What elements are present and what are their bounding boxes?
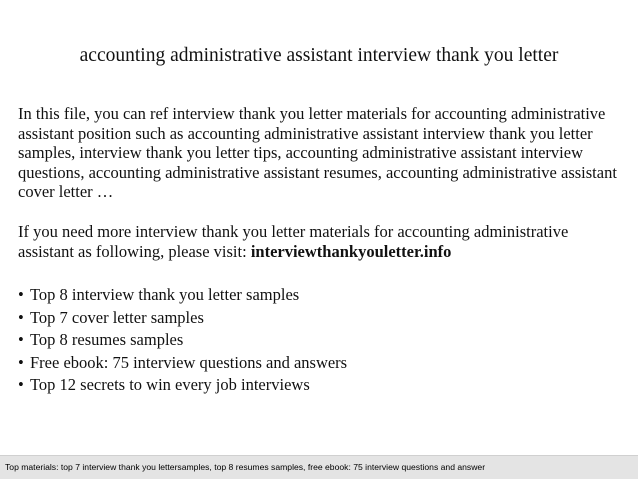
bullet-icon: •: [18, 375, 24, 395]
page-title: accounting administrative assistant interview thank you letter: [79, 45, 559, 66]
list-item: [18, 307, 618, 330]
bullet-icon: •: [18, 285, 24, 304]
bullet-icon: •: [18, 330, 24, 350]
footer-bar: Top materials: top 7 interview thank you lettersamples, top 8 resumes samples, free ebook: 75 interview questions and answer: [0, 455, 638, 479]
more-info-text-wrapper: [18, 222, 618, 261]
more-info-paragraph: [18, 222, 618, 261]
list-item-text: Free ebook: 75 interview questions and answers: [30, 352, 348, 372]
intro-paragraph: [18, 104, 618, 202]
list-item: [18, 329, 618, 352]
list-item-text: Top 8 interview thank you letter samples: [30, 285, 300, 304]
list-item-text: Top 7 cover letter samples: [30, 307, 204, 327]
bullet-icon: •: [18, 352, 24, 372]
intro-text: In this file, you can ref interview thank you letter materials for accounting administrative assistant position such as accounting administrative assistant interview thank you letter samples, interview thank you letter tips, accounting administrative assistant interview questions, accounting administrative assistant resumes, accounting administrative assistant cover letter …: [18, 104, 617, 202]
more-info-text: If you need more interview thank you letter materials for accounting administrative assistant as following, please visit:: [18, 222, 569, 261]
list-item: [18, 352, 618, 375]
bullet-list: [18, 284, 618, 397]
list-item-text: Top 12 secrets to win every job interviews: [30, 375, 310, 395]
list-item-text: Top 8 resumes samples: [30, 330, 184, 350]
list-item: [18, 284, 618, 307]
website-link[interactable]: interviewthankyouletter.info: [250, 241, 452, 261]
bullet-icon: •: [18, 307, 24, 327]
list-item: [18, 374, 618, 397]
